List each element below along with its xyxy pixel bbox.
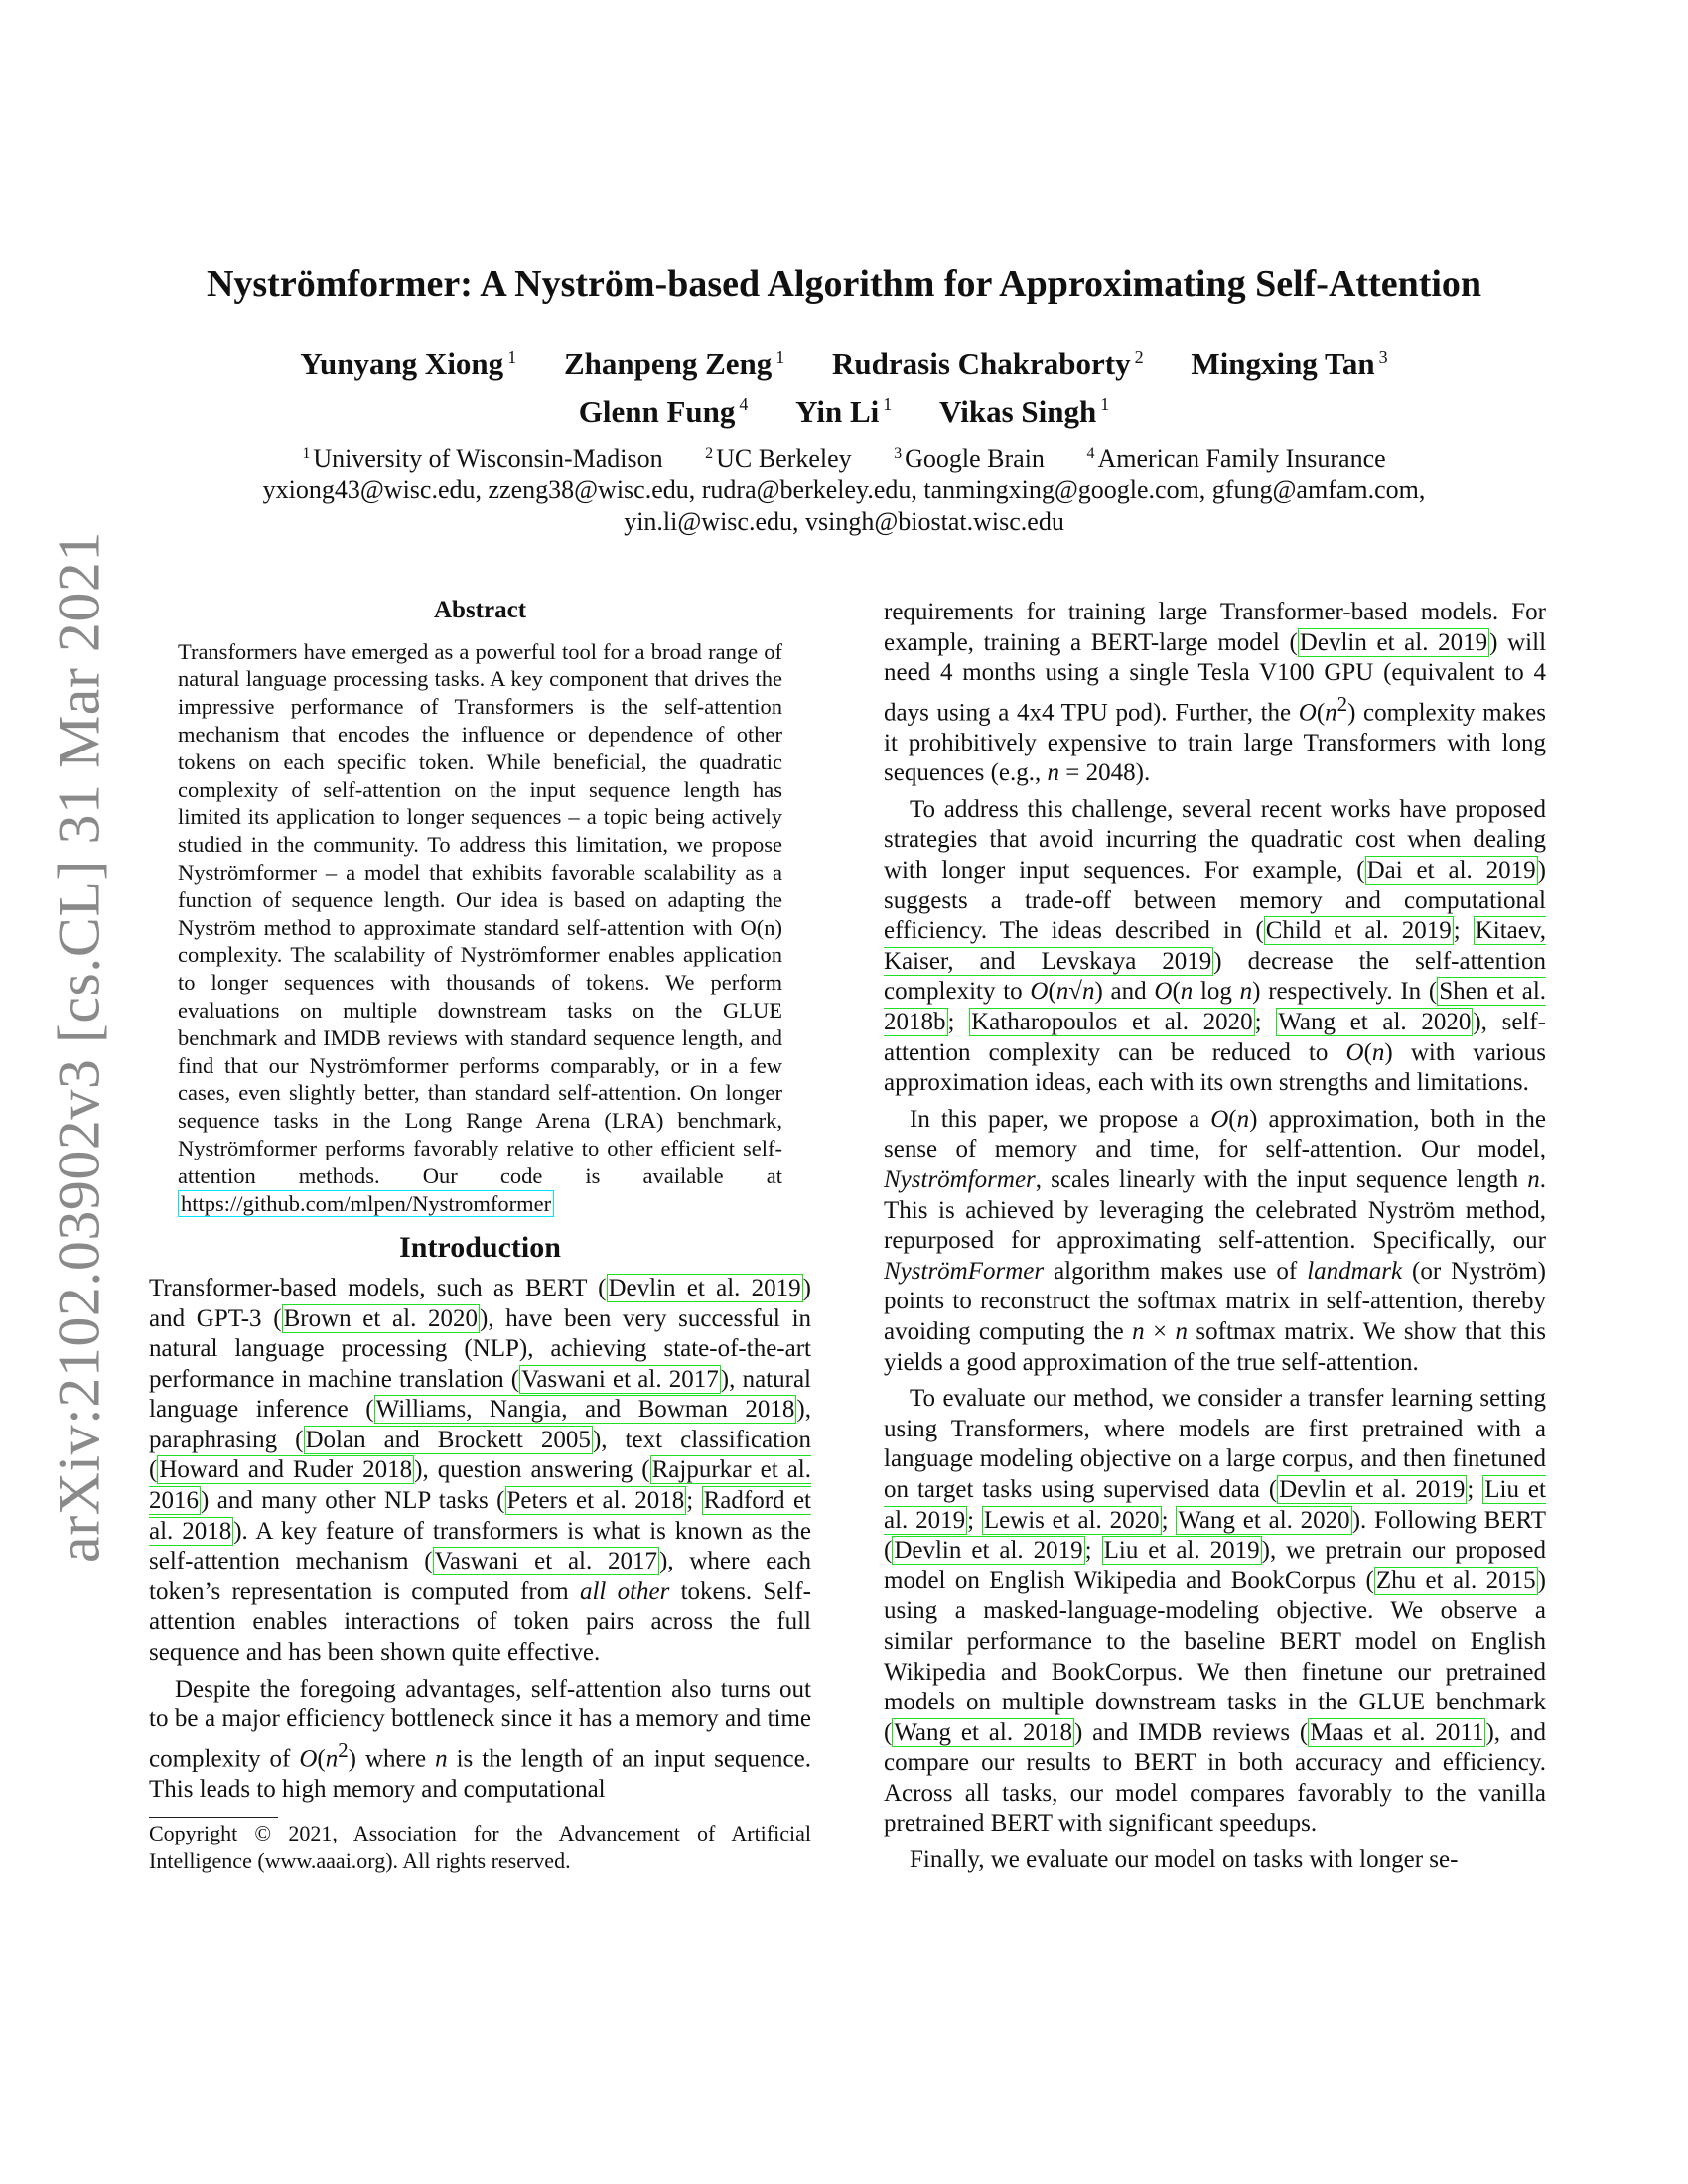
abstract-heading: Abstract <box>433 597 527 623</box>
citation-link[interactable]: Kitaev, Kaiser, and Levskaya 2019 <box>884 917 1546 975</box>
introduction-heading: Introduction <box>399 1231 561 1265</box>
author-name: Vikas Singh <box>939 393 1097 429</box>
affiliation-list <box>149 438 1539 476</box>
affiliation <box>705 444 851 473</box>
affiliation-number: 3 <box>894 444 903 462</box>
email-line-1: yxiong43@wisc.edu, zzeng38@wisc.edu, rudra@berkeley.edu, tanmingxing@google.com, gfung@amfam.com, <box>262 476 1426 505</box>
arxiv-stamp: arXiv:2102.03902v3 [cs.CL] 31 Mar 2021 <box>46 531 112 1563</box>
code-link[interactable]: https://github.com/mlpen/Nystromformer <box>178 1190 554 1217</box>
author <box>300 346 516 381</box>
citation-link[interactable]: Rajpurkar et al. 2016 <box>149 1456 811 1515</box>
footnote-rule <box>149 1817 278 1818</box>
author-name: Zhanpeng Zeng <box>563 346 773 382</box>
intro-paragraph-1: Transformer-based models, such as BERT (Devlin et al. 2019) and GPT-3 (Brown et al. 2020), have been very successful in natural language processing (NLP), achieving state-of-the-art performance in machine translation (Vaswani et al. 2017), natural language inference (Williams, Nangia, and Bowman 2018), paraphrasing (Dolan and Brockett 2005), text classification (Howard and Ruder 2018), question answering (Rajpurkar et al. 2016) and many other NLP tasks (Peters et al. 2018; Radford et al. 2018). A key feature of transformers is what is known as the self-attention mechanism (Vaswani et al. 2017), where each token’s representation is computed from all other tokens. Self-attention enables interactions of token pairs across the full sequence and has been shown quite effective. <box>149 1274 812 1667</box>
citation-link[interactable]: Radford et al. 2018 <box>149 1487 811 1545</box>
intro-paragraph-2-continued: requirements for training large Transformer-based models. For example, training a BERT-large model (Devlin et al. 2019) will need 4 months using a single Tesla V100 GPU (equivalent to 4 days using a 4x4 TPU pod). Further, the $O(n^2)$ complexity makes it prohibitively expensive to train large Transformers with long sequences (e.g., n = 2048). <box>884 599 1547 787</box>
citation-link[interactable]: Wang et al. 2020 <box>1178 1506 1350 1534</box>
citation-link[interactable]: Vaswani et al. 2017 <box>434 1548 658 1575</box>
author-line-2 <box>149 384 1539 431</box>
author-name: Glenn Fung <box>578 393 736 429</box>
affiliation-marker: 1 <box>775 347 785 367</box>
citation-link[interactable]: Child et al. 2019 <box>1265 917 1452 945</box>
author <box>795 394 892 429</box>
affiliation-marker: 1 <box>883 394 893 415</box>
citation-link[interactable]: Brown et al. 2020 <box>283 1304 479 1332</box>
author <box>832 346 1144 381</box>
author <box>579 394 749 429</box>
citation-link[interactable]: Lewis et al. 2020 <box>983 1506 1160 1534</box>
author <box>939 394 1109 429</box>
affiliation-name: University of Wisconsin-Madison <box>313 444 663 474</box>
author-name: Yin Li <box>795 393 880 429</box>
affiliation-number: 1 <box>302 444 311 462</box>
paper-header <box>149 260 1539 538</box>
author-line-1 <box>149 338 1539 384</box>
citation-link[interactable]: Maas et al. 2011 <box>1310 1718 1484 1746</box>
affiliation-marker: 4 <box>739 394 749 415</box>
intro-paragraph-2: Despite the foregoing advantages, self-attention also turns out to be a major efficiency bottleneck since it has a memory and time complexity of $O(n^2)$ where n is the length of an input sequence. This leads to high memory and computational <box>149 1675 811 1803</box>
citation-link[interactable]: Shen et al. 2018b <box>884 978 1547 1036</box>
intro-paragraph-6: Finally, we evaluate our model on tasks with longer se- <box>910 1846 1459 1874</box>
author <box>1191 346 1387 381</box>
citation-link[interactable]: Dai et al. 2019 <box>1366 857 1536 885</box>
author-name: Rudrasis Chakraborty <box>832 346 1131 382</box>
citation-link[interactable]: Dolan and Brockett 2005 <box>305 1426 591 1453</box>
author-name: Yunyang Xiong <box>300 346 504 382</box>
copyright-footnote: Copyright © 2021, Association for the Advancement of Artificial Intelligence (www.aaai.org). All rights reserved. <box>149 1821 811 1874</box>
affiliation-marker: 2 <box>1134 347 1144 367</box>
citation-link[interactable]: Williams, Nangia, and Bowman 2018 <box>375 1396 795 1424</box>
affiliation <box>894 444 1045 473</box>
citation-link[interactable]: Liu et al. 2019 <box>884 1475 1546 1534</box>
citation-link[interactable]: Wang et al. 2018 <box>894 1718 1072 1746</box>
affiliation-number: 2 <box>705 444 714 462</box>
citation-link[interactable]: Howard and Ruder 2018 <box>159 1456 413 1484</box>
citation-link[interactable]: Katharopoulos et al. 2020 <box>971 1009 1253 1036</box>
paper-title: Nyströmformer: A Nyström-based Algorithm for Approximating Self-Attention <box>206 263 1482 305</box>
citation-link[interactable]: Zhu et al. 2015 <box>1375 1567 1536 1594</box>
left-column <box>149 596 811 1875</box>
citation-link[interactable]: Devlin et al. 2019 <box>1299 628 1488 656</box>
affiliation-marker: 3 <box>1378 347 1388 367</box>
affiliation-marker: 1 <box>1100 394 1110 415</box>
intro-paragraph-5: To evaluate our method, we consider a transfer learning setting using Transformers, where models are first pretrained with a language modeling objective on a large corpus, and then finetuned on target tasks using supervised data (Devlin et al. 2019; Liu et al. 2019; Lewis et al. 2020; Wang et al. 2020). Following BERT (Devlin et al. 2019; Liu et al. 2019), we pretrain our proposed model on English Wikipedia and BookCorpus (Zhu et al. 2015) using a masked-language-modeling objective. We observe a similar performance to the baseline BERT model on English Wikipedia and BookCorpus. We then finetune our pretrained models on multiple downstream tasks in the GLUE benchmark (Wang et al. 2018) and IMDB reviews (Maas et al. 2011), and compare our results to BERT in both accuracy and efficiency. Across all tasks, our model compares favorably to the vanilla pretrained BERT with significant speedups. <box>884 1385 1547 1838</box>
citation-link[interactable]: Vaswani et al. 2017 <box>521 1365 719 1393</box>
citation-link[interactable]: Liu et al. 2019 <box>1103 1537 1260 1565</box>
abstract-body <box>178 638 782 1218</box>
citation-link[interactable]: Devlin et al. 2019 <box>1279 1475 1466 1503</box>
citation-link[interactable]: Devlin et al. 2019 <box>608 1274 801 1301</box>
affiliation-number: 4 <box>1086 444 1095 462</box>
citation-link[interactable]: Wang et al. 2020 <box>1278 1009 1472 1036</box>
abstract-text: Transformers have emerged as a powerful tool for a broad range of natural language processing tasks. A key component that drives the impressive performance of Transformers is the self-attention mechanism that encodes the influence or dependence of other tokens on each specific token. While beneficial, the quadratic complexity of self-attention on the input sequence length has limited its application to longer sequences – a topic being actively studied in the community. To address this limitation, we propose Nyströmformer – a model that exhibits favorable scalability as a function of sequence length. Our idea is based on adapting the Nyström method to approximate standard self-attention with O(n) complexity. The scalability of Nyströmformer enables application to longer sequences with thousands of tokens. We perform evaluations on multiple downstream tasks on the GLUE benchmark and IMDB reviews with standard sequence length, and find that our Nyströmformer performs comparably, or in a few cases, even slightly better, than standard self-attention. On longer sequence tasks in the Long Range Arena (LRA) benchmark, Nyströmformer performs favorably relative to other efficient self-attention methods. Our code is available at <box>178 638 782 1188</box>
author-list <box>149 338 1539 432</box>
email-line-2: yin.li@wisc.edu, vsingh@biostat.wisc.edu <box>624 507 1064 537</box>
citation-link[interactable]: Peters et al. 2018 <box>506 1487 685 1515</box>
citation-link[interactable]: Devlin et al. 2019 <box>894 1537 1083 1565</box>
affiliation <box>302 444 662 473</box>
affiliation-marker: 1 <box>507 347 517 367</box>
intro-paragraph-4: In this paper, we propose a O(n) approximation, both in the sense of memory and time, for self-attention. Our model, Nyströmformer, scales linearly with the input sequence length n. This is achieved by leveraging the celebrated Nyström method, repurposed for approximating self-attention. Specifically, our NyströmFormer algorithm makes use of landmark (or Nyström) points to reconstruct the softmax matrix in self-attention, thereby avoiding computing the n × n softmax matrix. We show that this yields a good approximation of the true self-attention. <box>884 1105 1547 1376</box>
affiliation-name: American Family Insurance <box>1097 444 1386 474</box>
affiliation <box>1086 444 1385 473</box>
affiliation-name: UC Berkeley <box>716 444 852 474</box>
affiliation-name: Google Brain <box>905 444 1045 474</box>
intro-paragraph-3: To address this challenge, several recent works have proposed strategies that avoid incurring the quadratic cost when dealing with longer input sequences. For example, (Dai et al. 2019) suggests a trade-off between memory and computational efficiency. The ideas described in (Child et al. 2019; Kitaev, Kaiser, and Levskaya 2019) decrease the self-attention complexity to O(n√n) and O(n log n) respectively. In (Shen et al. 2018b; Katharopoulos et al. 2020; Wang et al. 2020), self-attention complexity can be reduced to O(n) with various approximation ideas, each with its own strengths and limitations. <box>884 795 1547 1097</box>
right-column <box>884 598 1546 1876</box>
author-name: Mingxing Tan <box>1191 346 1375 382</box>
author <box>564 346 784 381</box>
